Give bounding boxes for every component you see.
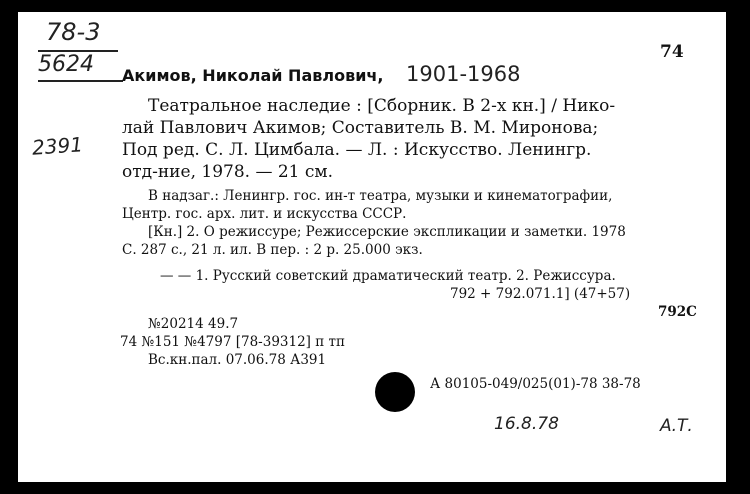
record-line-2: 74 №151 №4797 [78-39312] п тп [120, 334, 345, 350]
record-line-3: Вс.кн.пал. 07.06.78 А391 [148, 352, 327, 368]
title-line-2: лай Павлович Акимов; Составитель В. М. Миронова; [122, 118, 599, 138]
index-code: А 80105-049/025(01)-78 38-78 [430, 376, 641, 392]
classification: 792 + 792.071.1] (47+57) [450, 286, 631, 302]
note-line-3: [Кн.] 2. О режиссуре; Режиссерские экспликации и заметки. 1978 [148, 224, 626, 240]
card-punch-hole [375, 372, 415, 412]
record-line-1: №20214 49.7 [148, 316, 239, 332]
initials-note: А.Т. [660, 416, 693, 436]
call-number-top: 78-3 [46, 18, 101, 46]
title-line-3: Под ред. С. Л. Цимбала. — Л. : Искусство. Ленингр. [122, 140, 592, 160]
date-note: 16.8.78 [494, 414, 559, 434]
life-dates: 1901-1968 [406, 62, 521, 86]
note-line-2: Центр. гос. арх. лит. и искусства СССР. [122, 206, 407, 222]
catalog-card [18, 12, 726, 482]
title-line-4: отд-ние, 1978. — 21 см. [122, 162, 334, 182]
note-line-4: С. 287 с., 21 л. ил. В пер. : 2 р. 25.000 экз. [122, 242, 423, 258]
margin-note: 2391 [31, 132, 84, 160]
class-mark: 792С [658, 304, 697, 320]
call-number-bottom: 5624 [38, 52, 94, 77]
page-number: 74 [660, 42, 684, 62]
subject-headings: — — 1. Русский советский драматический театр. 2. Режиссура. [160, 268, 616, 284]
title-line-1: Театральное наследие : [Сборник. В 2-х кн.] / Нико- [148, 96, 616, 116]
note-line-1: В надзаг.: Ленингр. гос. ин-т театра, музыки и кинематографии, [148, 188, 613, 204]
author-heading [122, 66, 383, 85]
author-name: Акимов, Николай Павлович, [122, 66, 384, 85]
call-number-underline [38, 80, 123, 82]
